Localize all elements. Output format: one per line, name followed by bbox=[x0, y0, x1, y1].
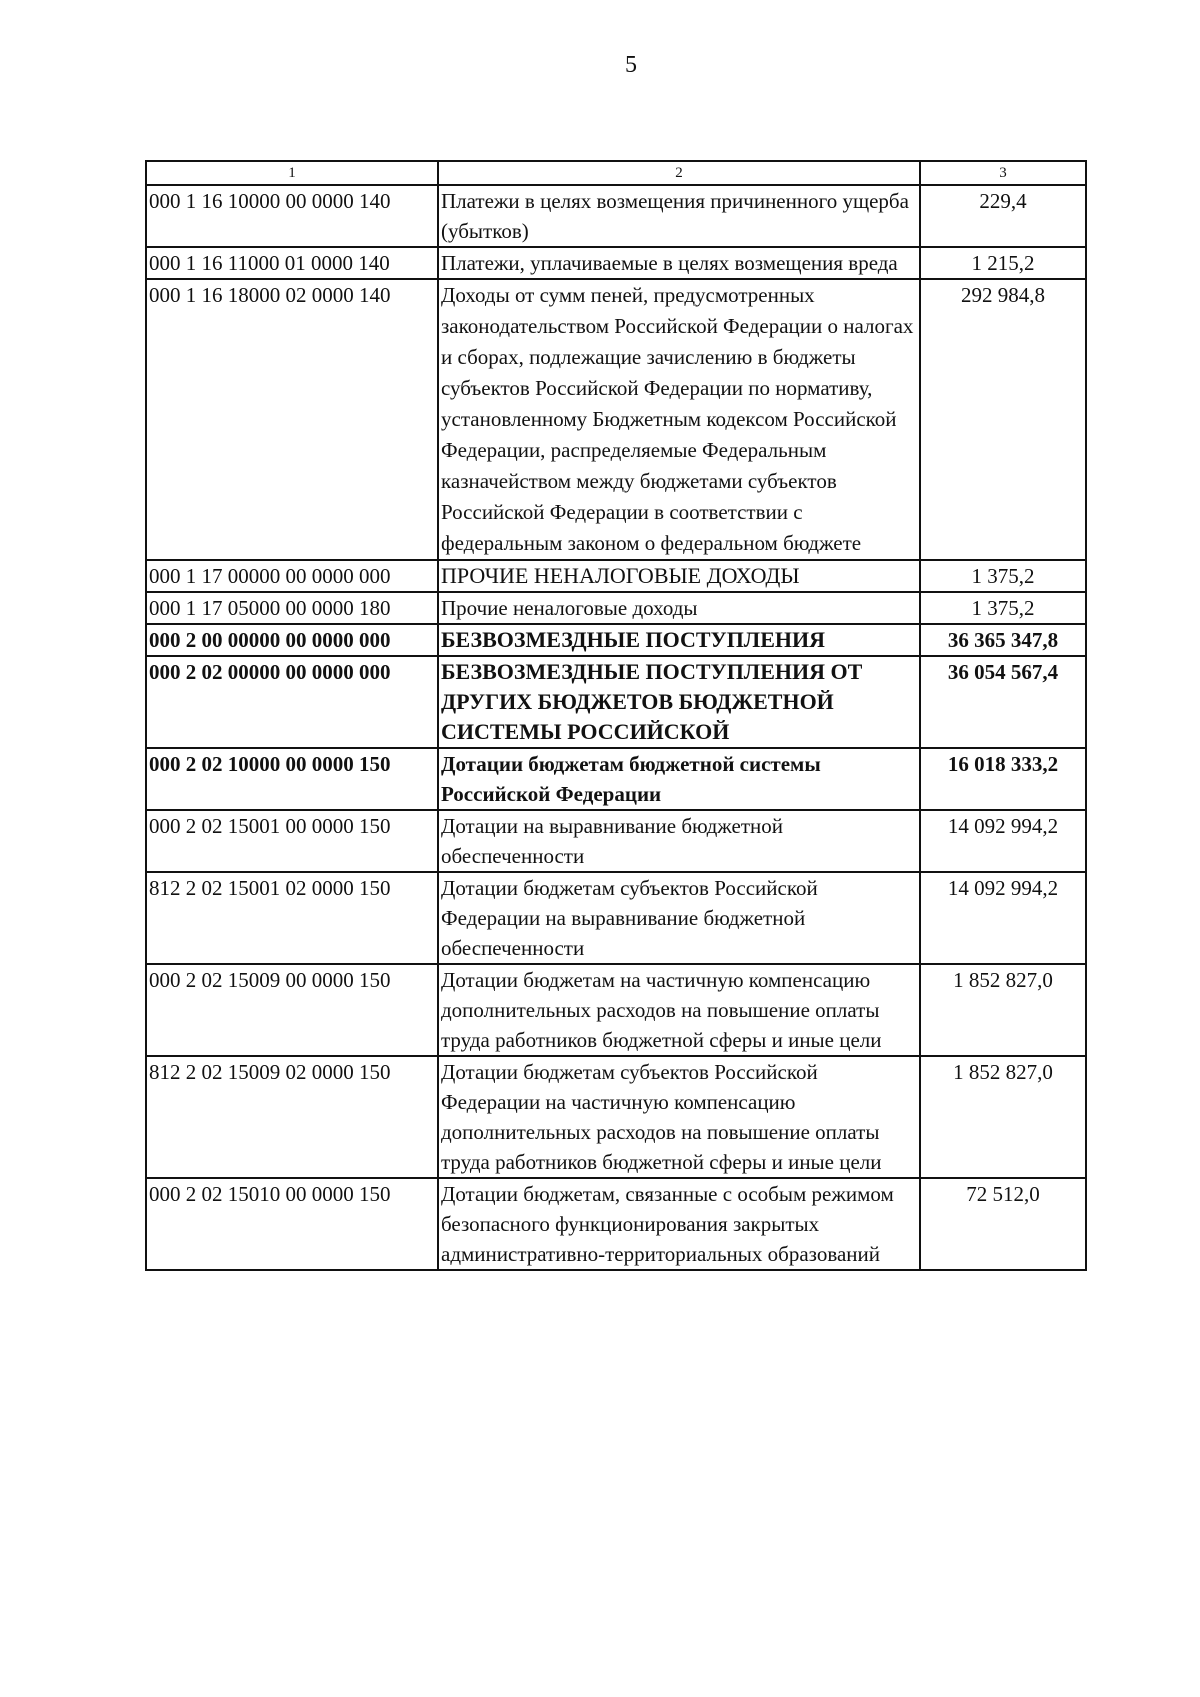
revenue-name-cell: БЕЗВОЗМЕЗДНЫЕ ПОСТУПЛЕНИЯ bbox=[438, 624, 920, 656]
amount-cell: 1 215,2 bbox=[920, 247, 1086, 279]
budget-code-cell: 000 1 16 11000 01 0000 140 bbox=[146, 247, 438, 279]
budget-code-cell: 000 2 02 15010 00 0000 150 bbox=[146, 1178, 438, 1270]
amount-cell: 1 375,2 bbox=[920, 592, 1086, 624]
budget-code-cell: 812 2 02 15001 02 0000 150 bbox=[146, 872, 438, 964]
page-number: 5 bbox=[625, 52, 637, 78]
table-header-row bbox=[146, 161, 1086, 185]
table-row bbox=[146, 279, 1086, 560]
table-row bbox=[146, 185, 1086, 247]
amount-cell: 14 092 994,2 bbox=[920, 872, 1086, 964]
table-row bbox=[146, 592, 1086, 624]
revenue-name-cell: Дотации бюджетам бюджетной системы Российской Федерации bbox=[438, 748, 920, 810]
table-row bbox=[146, 1178, 1086, 1270]
revenue-name-cell: Дотации бюджетам субъектов Российской Федерации на выравнивание бюджетной обеспеченности bbox=[438, 872, 920, 964]
amount-cell: 229,4 bbox=[920, 185, 1086, 247]
budget-code-cell: 000 2 02 00000 00 0000 000 bbox=[146, 656, 438, 748]
table-row bbox=[146, 748, 1086, 810]
revenue-name-cell: Прочие неналоговые доходы bbox=[438, 592, 920, 624]
amount-cell: 72 512,0 bbox=[920, 1178, 1086, 1270]
table-row bbox=[146, 810, 1086, 872]
table-row bbox=[146, 560, 1086, 592]
amount-cell: 1 852 827,0 bbox=[920, 964, 1086, 1056]
amount-cell: 292 984,8 bbox=[920, 279, 1086, 560]
budget-code-cell: 000 2 02 15001 00 0000 150 bbox=[146, 810, 438, 872]
column-header-2: 2 bbox=[438, 161, 920, 185]
budget-revenue-table bbox=[145, 160, 1087, 1271]
amount-cell: 16 018 333,2 bbox=[920, 748, 1086, 810]
amount-cell: 14 092 994,2 bbox=[920, 810, 1086, 872]
revenue-name-cell: Дотации бюджетам, связанные с особым режимом безопасного функционирования закрытых административно-территориальных образований bbox=[438, 1178, 920, 1270]
revenue-name-cell: Дотации бюджетам субъектов Российской Федерации на частичную компенсацию дополнительных расходов на повышение оплаты труда работников бюджетной сферы и иные цели bbox=[438, 1056, 920, 1178]
table-row bbox=[146, 656, 1086, 748]
revenue-name-cell: Дотации на выравнивание бюджетной обеспеченности bbox=[438, 810, 920, 872]
amount-cell: 1 852 827,0 bbox=[920, 1056, 1086, 1178]
revenue-name-cell: Платежи, уплачиваемые в целях возмещения вреда bbox=[438, 247, 920, 279]
amount-cell: 36 054 567,4 bbox=[920, 656, 1086, 748]
amount-cell: 1 375,2 bbox=[920, 560, 1086, 592]
revenue-name-cell: БЕЗВОЗМЕЗДНЫЕ ПОСТУПЛЕНИЯ ОТ ДРУГИХ БЮДЖЕТОВ БЮДЖЕТНОЙ СИСТЕМЫ РОССИЙСКОЙ bbox=[438, 656, 920, 748]
revenue-name-cell: Платежи в целях возмещения причиненного ущерба (убытков) bbox=[438, 185, 920, 247]
table-row bbox=[146, 1056, 1086, 1178]
table-row bbox=[146, 247, 1086, 279]
budget-code-cell: 000 2 02 10000 00 0000 150 bbox=[146, 748, 438, 810]
budget-code-cell: 000 1 17 05000 00 0000 180 bbox=[146, 592, 438, 624]
budget-code-cell: 000 2 00 00000 00 0000 000 bbox=[146, 624, 438, 656]
column-header-1: 1 bbox=[146, 161, 438, 185]
table-row bbox=[146, 964, 1086, 1056]
budget-code-cell: 000 1 16 10000 00 0000 140 bbox=[146, 185, 438, 247]
table-row bbox=[146, 624, 1086, 656]
column-header-3: 3 bbox=[920, 161, 1086, 185]
revenue-name-cell: ПРОЧИЕ НЕНАЛОГОВЫЕ ДОХОДЫ bbox=[438, 560, 920, 592]
amount-cell: 36 365 347,8 bbox=[920, 624, 1086, 656]
budget-code-cell: 000 2 02 15009 00 0000 150 bbox=[146, 964, 438, 1056]
revenue-name-cell: Дотации бюджетам на частичную компенсацию дополнительных расходов на повышение оплаты труда работников бюджетной сферы и иные цели bbox=[438, 964, 920, 1056]
revenue-name-cell: Доходы от сумм пеней, предусмотренных законодательством Российской Федерации о налогах и сборах, подлежащие зачислению в бюджеты субъектов Российской Федерации по нормативу, установленному Бюджетным кодексом Российской Федерации, распределяемые Федеральным казначейством между бюджетами субъектов Российской Федерации в соответствии с федеральным законом о федеральном бюджете bbox=[438, 279, 920, 560]
budget-code-cell: 812 2 02 15009 02 0000 150 bbox=[146, 1056, 438, 1178]
budget-code-cell: 000 1 16 18000 02 0000 140 bbox=[146, 279, 438, 560]
budget-code-cell: 000 1 17 00000 00 0000 000 bbox=[146, 560, 438, 592]
table-row bbox=[146, 872, 1086, 964]
